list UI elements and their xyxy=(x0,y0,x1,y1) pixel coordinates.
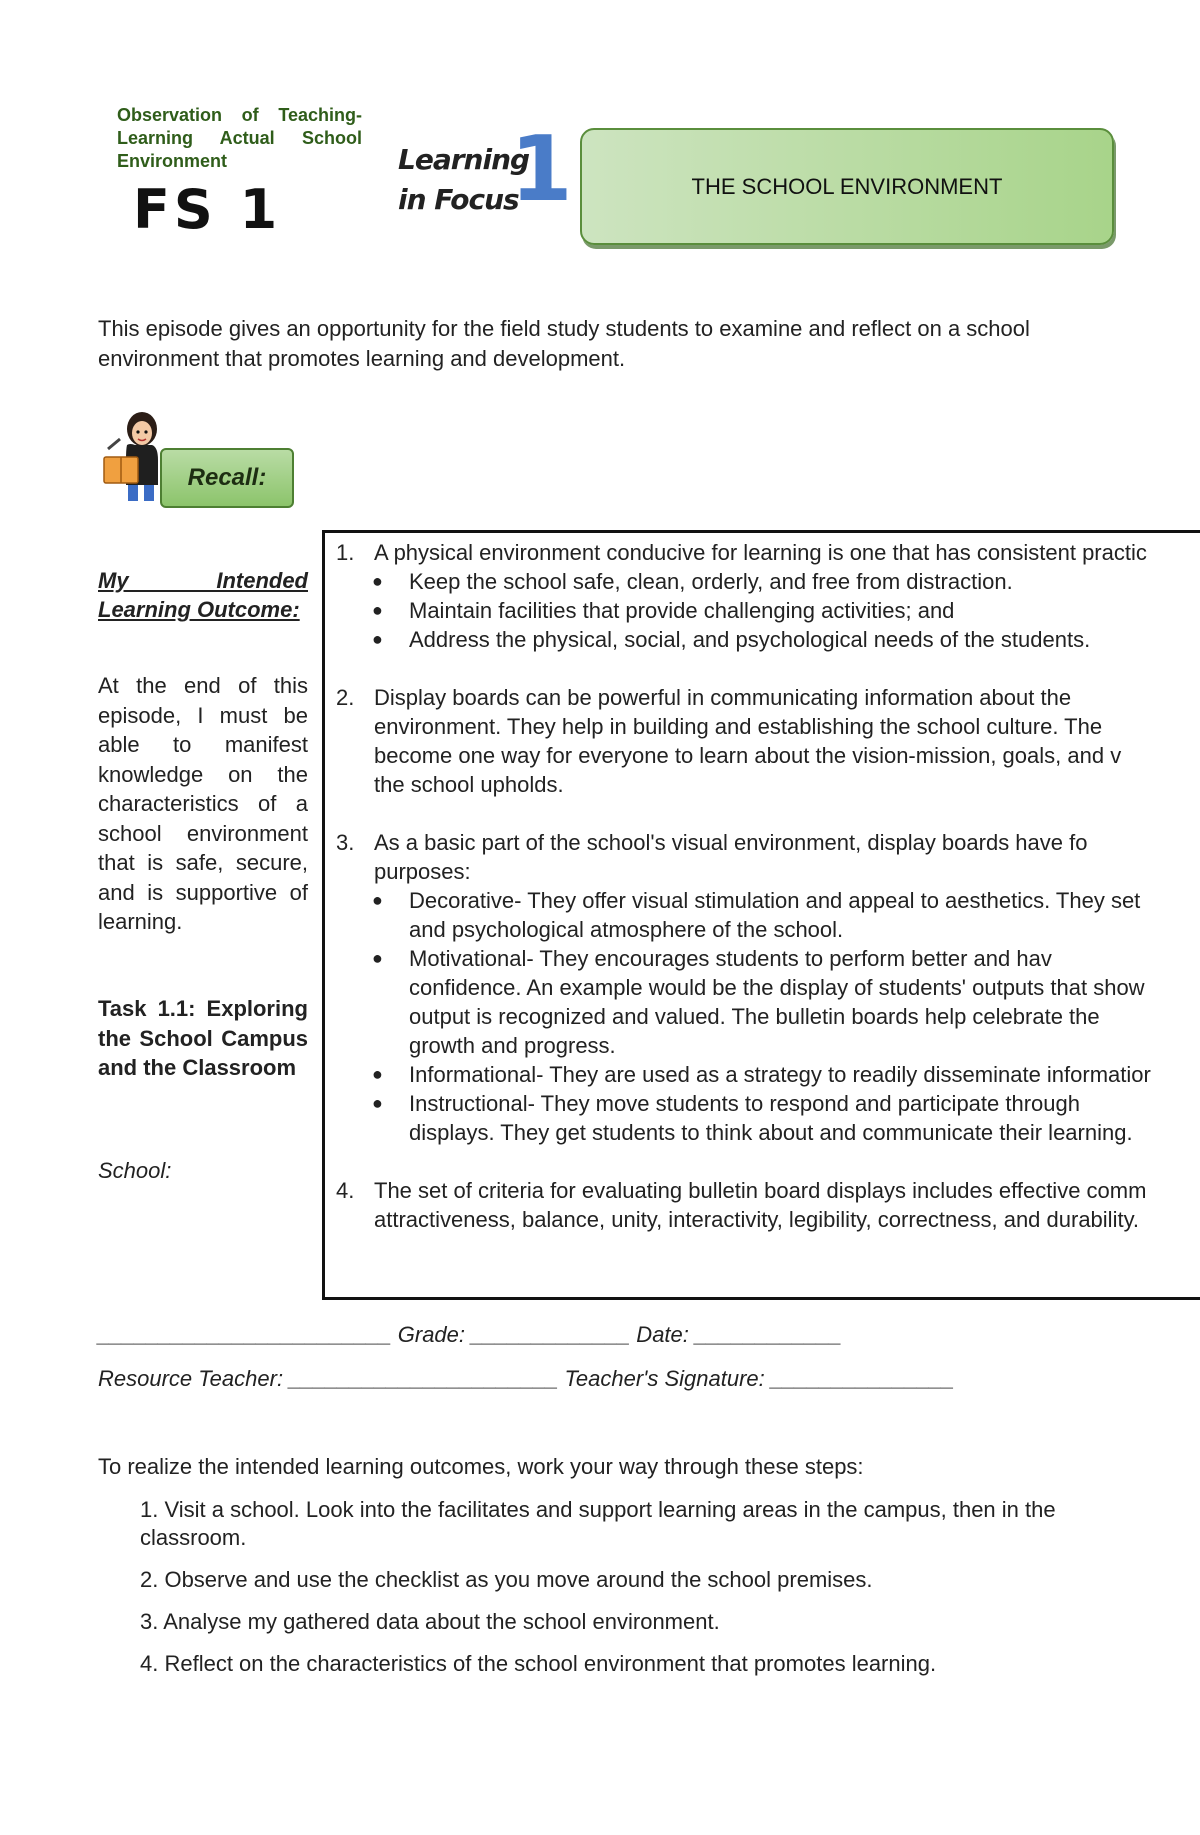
recall-item-number: 2. xyxy=(336,685,355,710)
bullet-icon: ● xyxy=(372,571,383,591)
task-heading: Task 1.1: Exploring the School Campus and the Classroom xyxy=(98,996,308,1080)
recall-bullet-line xyxy=(336,1118,1200,1147)
recall-item-line xyxy=(336,857,1200,886)
recall-bullet-line xyxy=(336,973,1200,1002)
recall-bullet-text: and psychological atmosphere of the school. xyxy=(409,917,844,942)
steps-list xyxy=(140,1496,1120,1692)
bullet-icon: ● xyxy=(372,1064,383,1084)
recall-bullet-line xyxy=(336,1031,1200,1060)
recall-item-number: 4. xyxy=(336,1178,355,1203)
lif-line2: in Focus xyxy=(398,183,519,216)
recall-item-line xyxy=(336,683,1200,712)
recall-bullet-line xyxy=(336,944,1200,973)
recall-bullet-text: output is recognized and valued. The bulletin boards help celebrate the xyxy=(409,1004,1100,1029)
recall-bullet-line xyxy=(336,596,1200,625)
resource-teacher-signature-line: Resource Teacher: ______________________ Teacher's Signature: _______________ xyxy=(98,1366,955,1391)
recall-banner xyxy=(160,448,294,508)
lif-line1: Learning xyxy=(398,143,530,176)
lif-number: 1 xyxy=(510,117,573,222)
recall-bullet-text: Keep the school safe, clean, orderly, and free from distraction. xyxy=(409,569,1013,594)
recall-label: Recall: xyxy=(187,464,267,491)
episode-title: THE SCHOOL ENVIRONMENT xyxy=(691,173,1003,199)
recall-bullet-line xyxy=(336,1089,1200,1118)
recall-bullet-line xyxy=(336,886,1200,915)
recall-bullet-text: Informational- They are used as a strategy to readily disseminate informatior xyxy=(409,1062,1151,1087)
recall-bullet-line xyxy=(336,915,1200,944)
recall-item-text: As a basic part of the school's visual environment, display boards have fo xyxy=(374,830,1088,855)
school-label: School: xyxy=(98,1158,172,1183)
observation-title: Observation of Teaching-Learning Actual School Environment xyxy=(117,105,362,171)
recall-item-line xyxy=(336,770,1200,799)
bullet-icon: ● xyxy=(372,948,383,968)
recall-bullet-line xyxy=(336,567,1200,596)
recall-list xyxy=(336,538,1200,1234)
recall-item-text: attractiveness, balance, unity, interactivity, legibility, correctness, and durability. xyxy=(374,1207,1140,1232)
recall-item-text: Display boards can be powerful in communicating information about the xyxy=(374,685,1072,710)
bullet-icon: ● xyxy=(372,629,383,649)
recall-item-line xyxy=(336,712,1200,741)
recall-bullet-text: displays. They get students to think about and communicate their learning. xyxy=(409,1120,1133,1145)
recall-item-line xyxy=(336,741,1200,770)
recall-bullet-text: Motivational- They encourages students to perform better and hav xyxy=(409,946,1052,971)
recall-item-number: 1. xyxy=(336,540,355,565)
recall-item-line xyxy=(336,1176,1200,1205)
recall-bullet-line xyxy=(336,1002,1200,1031)
step-item: 3. Analyse my gathered data about the school environment. xyxy=(140,1609,720,1634)
recall-bullet-text: Decorative- They offer visual stimulation and appeal to aesthetics. They set xyxy=(409,888,1141,913)
recall-item-line xyxy=(336,1205,1200,1234)
recall-item-number: 3. xyxy=(336,830,355,855)
learning-outcome-heading: My Intended Learning Outcome: xyxy=(98,568,308,622)
recall-bullet-line xyxy=(336,625,1200,654)
recall-item-text: become one way for everyone to learn about the vision-mission, goals, and v xyxy=(374,743,1122,768)
recall-item-text: environment. They help in building and establishing the school culture. The xyxy=(374,714,1103,739)
bullet-icon: ● xyxy=(372,890,383,910)
recall-bullet-text: growth and progress. xyxy=(409,1033,616,1058)
recall-bullet-text: Address the physical, social, and psychological needs of the students. xyxy=(409,627,1091,652)
step-item: 1. Visit a school. Look into the facilitates and support learning areas in the campus, then in the classroom. xyxy=(140,1497,1056,1550)
recall-item-text: the school upholds. xyxy=(374,772,564,797)
school-grade-date-line: ________________________ Grade: _____________ Date: ____________ xyxy=(98,1322,842,1347)
recall-item-text: purposes: xyxy=(374,859,471,884)
recall-item-text: The set of criteria for evaluating bulletin board displays includes effective comm xyxy=(374,1178,1147,1203)
step-item: 2. Observe and use the checklist as you move around the school premises. xyxy=(140,1567,873,1592)
bullet-icon: ● xyxy=(372,1093,383,1113)
bullet-icon: ● xyxy=(372,600,383,620)
recall-item-line xyxy=(336,538,1200,567)
recall-item-line xyxy=(336,828,1200,857)
steps-intro: To realize the intended learning outcomes, work your way through these steps: xyxy=(98,1454,864,1479)
step-item: 4. Reflect on the characteristics of the school environment that promotes learning. xyxy=(140,1651,937,1676)
recall-bullet-line xyxy=(336,1060,1200,1089)
recall-bullet-text: Maintain facilities that provide challenging activities; and xyxy=(409,598,955,623)
fs-label: FS 1 xyxy=(133,178,282,241)
recall-bullet-text: Instructional- They move students to respond and participate through xyxy=(409,1091,1080,1116)
recall-bullet-text: confidence. An example would be the display of students' outputs that show xyxy=(409,975,1145,1000)
intro-paragraph: This episode gives an opportunity for the field study students to examine and reflect on a school environment that promotes learning and development. xyxy=(98,316,1030,371)
learning-outcome-text: At the end of this episode, I must be able to manifest knowledge on the characteristics of a school environment that is safe, secure, and is supportive of learning. xyxy=(98,673,308,934)
recall-item-text: A physical environment conducive for learning is one that has consistent practic xyxy=(374,540,1147,565)
episode-title-box xyxy=(580,128,1114,245)
